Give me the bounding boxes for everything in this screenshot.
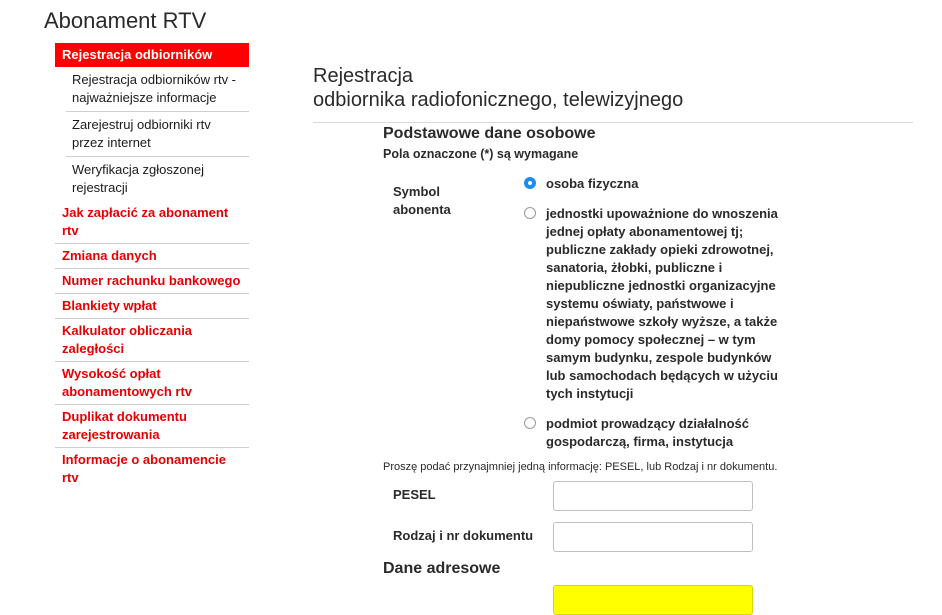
sidebar-subitem-zarejestruj-przez-internet[interactable]: Zarejestruj odbiorniki rtv przez internet	[66, 112, 249, 157]
sidebar-item-jak-zaplacic[interactable]: Jak zapłacić za abonament rtv	[55, 201, 249, 244]
symbol-abonenta-label: Symbol abonenta	[393, 184, 451, 217]
sidebar-item-kalkulator[interactable]: Kalkulator obliczania zaległości	[55, 319, 249, 362]
sidebar-item-wysokosc-oplat[interactable]: Wysokość opłat abonamentowych rtv	[55, 362, 249, 405]
site-title: Abonament RTV	[44, 8, 207, 33]
radio-button[interactable]	[524, 417, 536, 429]
sidebar-item-duplikat[interactable]: Duplikat dokumentu zarejestrowania	[55, 405, 249, 448]
required-fields-note: Pola oznaczone (*) są wymagane	[383, 147, 579, 161]
page-title	[313, 64, 683, 112]
heading-divider	[313, 122, 913, 123]
radio-label: podmiot prowadzący działalność gospodarczą, firma, instytucja	[546, 416, 749, 449]
document-label: Rodzaj i nr dokumentu	[393, 528, 534, 543]
sidebar-item-numer-rachunku[interactable]: Numer rachunku bankowego	[55, 269, 249, 294]
page-title-line2: odbiornika radiofonicznego, telewizyjnego	[313, 89, 684, 111]
identification-hint: Proszę podać przynajmniej jedną informację: PESEL, lub Rodzaj i nr dokumentu.	[383, 461, 778, 473]
document-input[interactable]	[553, 522, 753, 552]
radio-label: jednostki upoważnione do wnoszenia jednej opłaty abonamentowej tj; publiczne zakłady opieki zdrowotnej, sanatoria, żłobki, publiczne i niepubliczne jednostki organizacyjne systemu oświaty, państwowe i niepaństwowe szkoły wyższe, a także domy pomocy społecznej – w tym samym budynku, zespole budynków lub samochodach będących w użyciu tych instytucji	[546, 206, 778, 401]
radio-button-checked[interactable]	[524, 177, 536, 189]
radio-button[interactable]	[524, 207, 536, 219]
sidebar-subitem-najwazniejsze-informacje[interactable]: Rejestracja odbiorników rtv - najważniejsze informacje	[66, 67, 249, 112]
pesel-label: PESEL	[393, 487, 436, 502]
sidebar-subitem-weryfikacja[interactable]: Weryfikacja zgłoszonej rejestracji	[72, 162, 204, 195]
page-title-line1: Rejestracja	[313, 65, 414, 87]
section-title-address: Dane adresowe	[383, 560, 501, 577]
radio-label: osoba fizyczna	[546, 176, 639, 191]
sidebar-item-rejestracja-odbiornikow[interactable]: Rejestracja odbiorników	[55, 43, 249, 67]
sidebar-item-zmiana-danych[interactable]: Zmiana danych	[55, 244, 249, 269]
address-input[interactable]	[553, 585, 753, 615]
sidebar-nav	[55, 43, 249, 490]
section-title-personal: Podstawowe dane osobowe	[383, 125, 596, 142]
sidebar-item-blankiety-wplat[interactable]: Blankiety wpłat	[55, 294, 249, 319]
sidebar-item-informacje[interactable]: Informacje o abonamencie rtv	[62, 452, 226, 485]
pesel-input[interactable]	[553, 481, 753, 511]
